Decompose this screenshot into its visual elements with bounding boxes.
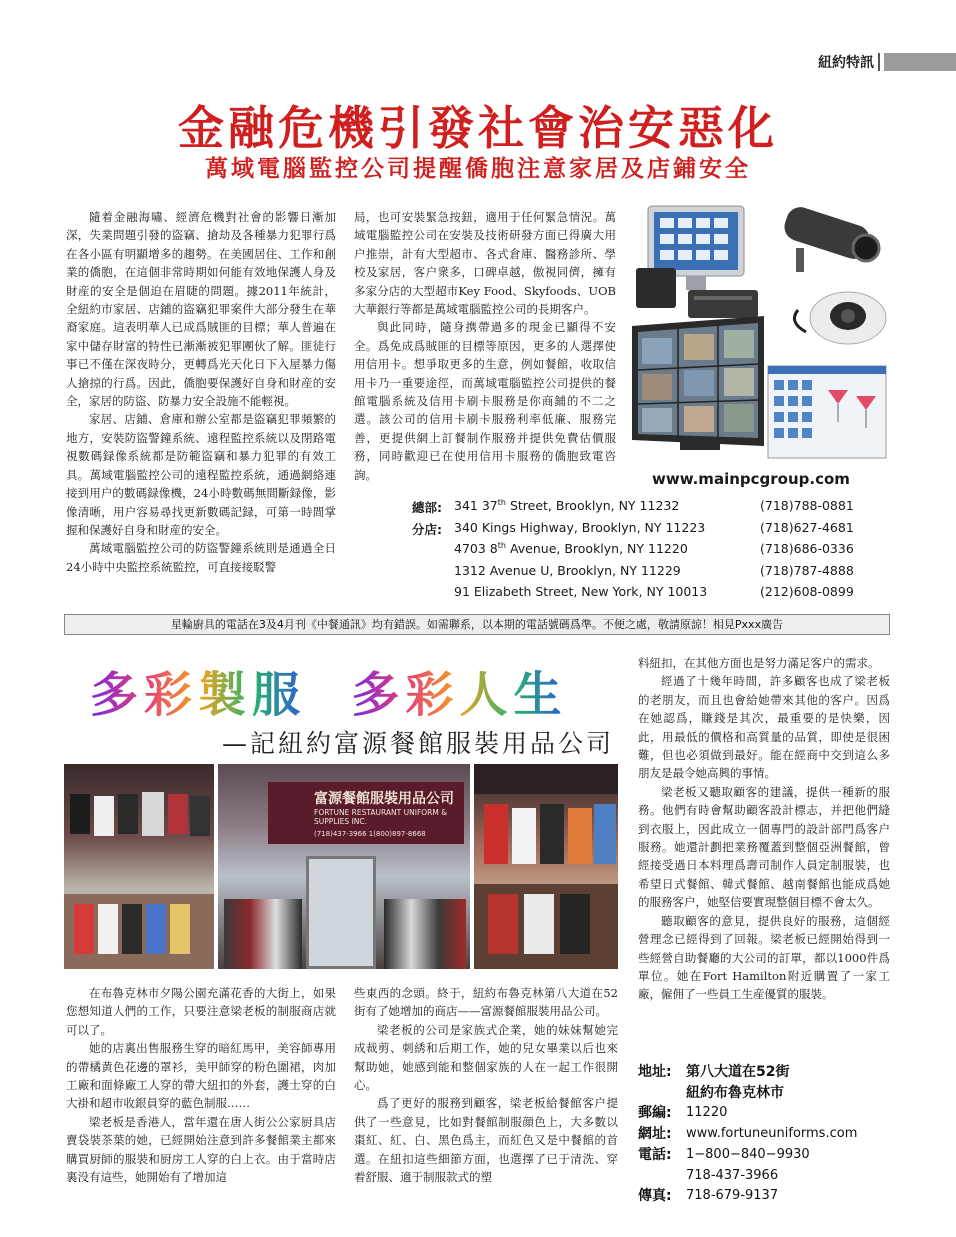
- zip-label: 郵編:: [638, 1105, 672, 1121]
- street-text-cont: Street, Brooklyn, NY 11232: [505, 498, 680, 514]
- address-phone: (212)608-0899: [760, 584, 854, 599]
- address-street: [454, 541, 688, 556]
- security-camera-icon: [781, 204, 879, 272]
- store-sign-chinese: 富源餐館服裝用品公司: [314, 791, 454, 807]
- address-phone: (718)627-4681: [760, 519, 854, 535]
- article2-column-3: [638, 654, 890, 1004]
- article1-column-2: [354, 208, 616, 484]
- uniform-rack-icon: [64, 792, 214, 969]
- title-part-life: 多彩人生: [351, 667, 568, 723]
- street-text: 1312 Avenue U, Brooklyn, NY 11229: [454, 562, 681, 578]
- section-label: 紐約特訊: [818, 55, 874, 71]
- paragraph: 隨着金融海嘯、經濟危機對社會的影響日漸加深，失業問題引發的盜竊、搶劫及各種暴力犯罪行爲在各小區有明顯增多的趨勢。在美國居住、工作和創業的僑胞，在這個非常時期如何能有效地保護人身及財産的安全是個迫在眉睫的問題。據2011年統計，全紐約市家居、店鋪的盜竊犯罪案件大部分發生在華裔家庭。這表明華人已成爲賊匪的目標；華人普遍在家中儲存財富的特性已漸漸被犯罪團伙了解。匪徒行事已不僅在深夜時分，更轉爲光天化日下入屋暴力傷人搶掠的行爲。因此，僑胞要保護好自身和財産的安全，家居的防盜、防暴力安全設施不能輕視。: [66, 210, 336, 409]
- address-street: [454, 584, 707, 599]
- address-label: 分店:: [412, 521, 442, 537]
- product-collage-image: [628, 200, 890, 466]
- article1-subtitle: 萬域電腦監控公司提醒僑胞注意家居及店鋪安全: [205, 156, 751, 182]
- zip-value: 11220: [686, 1105, 728, 1120]
- display-window-left: [224, 899, 302, 969]
- street-text: 340 Kings Highway, Brooklyn, NY 11223: [454, 519, 706, 535]
- paragraph: 萬域電腦監控公司的防盜警鐘系統則是通過全日24小時中央監控系統監控，可直接接駁警: [66, 541, 336, 574]
- paragraph: 爲了更好的服務到顧客，梁老板給餐館客户提供了一些意見，比如對餐館制服顔色上，大多數以棗紅、紅、白、黑色爲主，而紅色又是中餐館的首選。在紐扣這些細節方面，也選擇了已于清洗、穿着舒服、適于制服款式的塑: [354, 1096, 618, 1185]
- address-phone: (718)788-0881: [760, 498, 854, 513]
- paragraph: 與此同時，隨身携帶過多的現金已顯得不安全。爲免成爲賊匪的目標等原因，更多的人選擇使用信用卡。想爭取更多的生意，例如餐館，收取信用卡乃一重要途徑，而萬域電腦監控公司提供的餐館電腦系統及信用卡刷卡服務是你商鋪的不二之選。該公司的信用卡刷卡服務利率低廉、服務完善，更提供網上訂餐制作服務并提供免費估價服務，同時歡迎已在使用信用卡服務的僑胞致電咨詢。: [354, 320, 616, 482]
- paragraph: 聽取顧客的意見，提供良好的服務，這個經營理念已經得到了回報。梁老板已經開始得到一些經營自助餐廳的大公司的訂單，都以1000件爲單位。她在Fort Hamilton附近購置了一家工廠，僱佣了一些員工生産優質的服裝。: [638, 913, 890, 1002]
- address-row: [396, 520, 866, 542]
- contact-web: [638, 1124, 890, 1145]
- street-text: 341 37: [454, 498, 498, 514]
- article2-title: [90, 656, 567, 725]
- correction-notice: 星輪廚具的電話在3及4月刊《中餐通訊》均有錯誤。如需聯系，以本期的電話號碼爲準。不便之處，敬請原諒！相見Pxxx廣告: [64, 614, 890, 635]
- paragraph: 她的店裏出售服務生穿的暗紅馬甲，美容師專用的帶橘黄色花邊的罩衫，美甲師穿的粉色圍裙，肉加工廠和面條廠工人穿的帶大紐扣的外套，護士穿的白大褂和超市收銀員穿的藍色制服……: [66, 1041, 336, 1111]
- article2-column-1: [66, 984, 336, 1186]
- article1-title: 金融危機引發社會治安惡化: [178, 101, 778, 155]
- address-street: [454, 498, 679, 513]
- paragraph: 經過了十幾年時間，許多顧客也成了梁老板的老朋友，而且也會給她帶來其他的客户。因爲在她認爲，賺錢是其次，最重要的是快樂，因此，用最低的價格和高質量的品質，即使是很困難，但也必須做到最好。能在經商中交到這么多朋友是最令她高興的事情。: [638, 674, 890, 781]
- paragraph: 些東西的念頭。終于，紐約布魯克林第八大道在52街有了她增加的商店——富源餐館服裝用品公司。: [354, 986, 618, 1019]
- clothing-display-icon: [474, 764, 618, 969]
- page-header: [0, 50, 956, 74]
- store-interior-photo: [64, 764, 214, 969]
- store-display-photo: [474, 764, 618, 969]
- address-list: [396, 498, 866, 606]
- contact-address: [638, 1062, 890, 1083]
- store-door: [306, 856, 376, 969]
- address-row: [396, 584, 866, 606]
- web-link[interactable]: www.fortuneuniforms.com: [686, 1126, 858, 1141]
- paragraph: 梁老板的公司是家族式企業，她的妹妹幫她完成裁剪、刺綉和后期工作，她的兒女畢業以后也來幫助她，她感到能和整個家族的人在一起工作很開心。: [354, 1022, 618, 1093]
- address-row: [396, 498, 866, 520]
- phone-2: 718-437-3966: [686, 1168, 779, 1183]
- paragraph: 局，也可安裝緊急按鈕，適用于任何緊急情況。萬域電腦監控公司在安裝及技術研發方面已得廣大用户推崇，計有大型超市、各式倉庫、醫務診所、學校及家居，客户衆多，口碑卓越，傲視同儕，擁有多家分店的大型超市Key Food、Skyfoods、UOB大華銀行等都是萬域電腦監控公司的長期客户。: [354, 210, 616, 317]
- paragraph: 在布魯克林市夕陽公園充滿花香的大街上，如果您想知道人們的工作，只要注意梁老板的制服商店就可以了。: [66, 986, 336, 1037]
- street-text: 91 Elizabeth Street, New York, NY 10013: [454, 584, 708, 600]
- address-label: 地址:: [638, 1064, 672, 1080]
- address-street: [454, 563, 681, 578]
- company-website[interactable]: www.mainpcgroup.com: [652, 470, 850, 488]
- phone-label: 電話:: [638, 1147, 672, 1163]
- fax-value: 718-679-9137: [686, 1188, 779, 1203]
- contact-zip: [638, 1103, 890, 1124]
- address-phone: (718)787-4888: [760, 562, 854, 578]
- address-row: [396, 563, 866, 585]
- paragraph: 家居、店鋪、倉庫和辦公室都是盜竊犯罪頻繁的地方，安裝防盜警鐘系統、遠程監控系統以及閉路電視數碼録像系統都是防範盜竊和暴力犯罪的有效工具。萬域電腦監控公司的遠程監控系統，通過網絡連接到用户的數碼録像機，24小時數碼無間斷録像，影像清晰，用户容易尋找更新數碼記録，可第一時間掌握和保護好自身和財産的安全。: [66, 412, 336, 537]
- fax-label: 傳真:: [638, 1188, 672, 1204]
- paragraph: 梁老板是香港人，當年還在唐人街公公家厨具店賣袋裝茶葉的她，已經開始注意到許多餐館業主都來購買厨師的服裝和厨房工人穿的白上衣。由于當時店裏没有這些，她開始有了增加這: [66, 1114, 336, 1185]
- dome-camera-icon: [794, 292, 886, 344]
- contact-info: [638, 1062, 890, 1207]
- phone-1: 1−800−840−9930: [686, 1147, 810, 1162]
- store-sign-english: FORTUNE RESTAURANT UNIFORM & SUPPLIES INC.: [314, 808, 448, 826]
- storefront-photo: [218, 764, 470, 969]
- display-window-right: [384, 899, 466, 969]
- title-part-uniforms: 多彩製服: [90, 667, 307, 723]
- web-label: 網址:: [638, 1126, 672, 1142]
- address-line-1: 第八大道在52街: [686, 1064, 790, 1080]
- ordinal-suffix: th: [497, 541, 506, 550]
- contact-fax: [638, 1186, 890, 1207]
- address-line-2: 紐約布魯克林市: [686, 1085, 784, 1101]
- pos-software-icon: [768, 366, 886, 458]
- contact-phone-cont: [638, 1166, 890, 1186]
- article2-subtitle: —記紐約富源餐館服裝用品公司: [222, 729, 615, 758]
- article2-column-2: [354, 984, 618, 1186]
- street-text: 4703 8: [454, 541, 498, 557]
- address-phone: (718)686-0336: [760, 541, 854, 556]
- street-text-cont: Avenue, Brooklyn, NY 11220: [505, 541, 688, 557]
- pos-terminal-icon: [636, 206, 758, 318]
- paragraph: 料紐扣，在其他方面也是努力滿足客户的需求。: [638, 656, 880, 670]
- contact-address-cont: [638, 1083, 890, 1103]
- header-divider: [878, 53, 880, 71]
- address-label: 總部:: [412, 500, 442, 515]
- store-sign-phone: (718)437-3966 1(800)897-8668: [314, 830, 426, 838]
- ordinal-suffix: th: [497, 498, 506, 507]
- address-street: [454, 520, 705, 535]
- article1-column-1: [66, 208, 336, 576]
- cctv-monitor-icon: [632, 316, 764, 450]
- header-bar: [884, 53, 956, 71]
- contact-phone: [638, 1145, 890, 1166]
- address-row: [396, 541, 866, 563]
- store-sign: [268, 782, 464, 844]
- paragraph: 梁老板又聽取顧客的建議，提供一種新的服務。他們有時會幫助顧客設計標志，并把他們縫到衣服上，因此成立一個專門的設計部門爲客户服務。她還計劃把業務覆蓋到整個亞洲餐館，曾經接受過日本料理爲壽司制作人員定制服裝，也希望日式餐館、韓式餐館、越南餐館也能成爲她的服務客户，她堅信要實現整個目標不會太久。: [638, 784, 890, 910]
